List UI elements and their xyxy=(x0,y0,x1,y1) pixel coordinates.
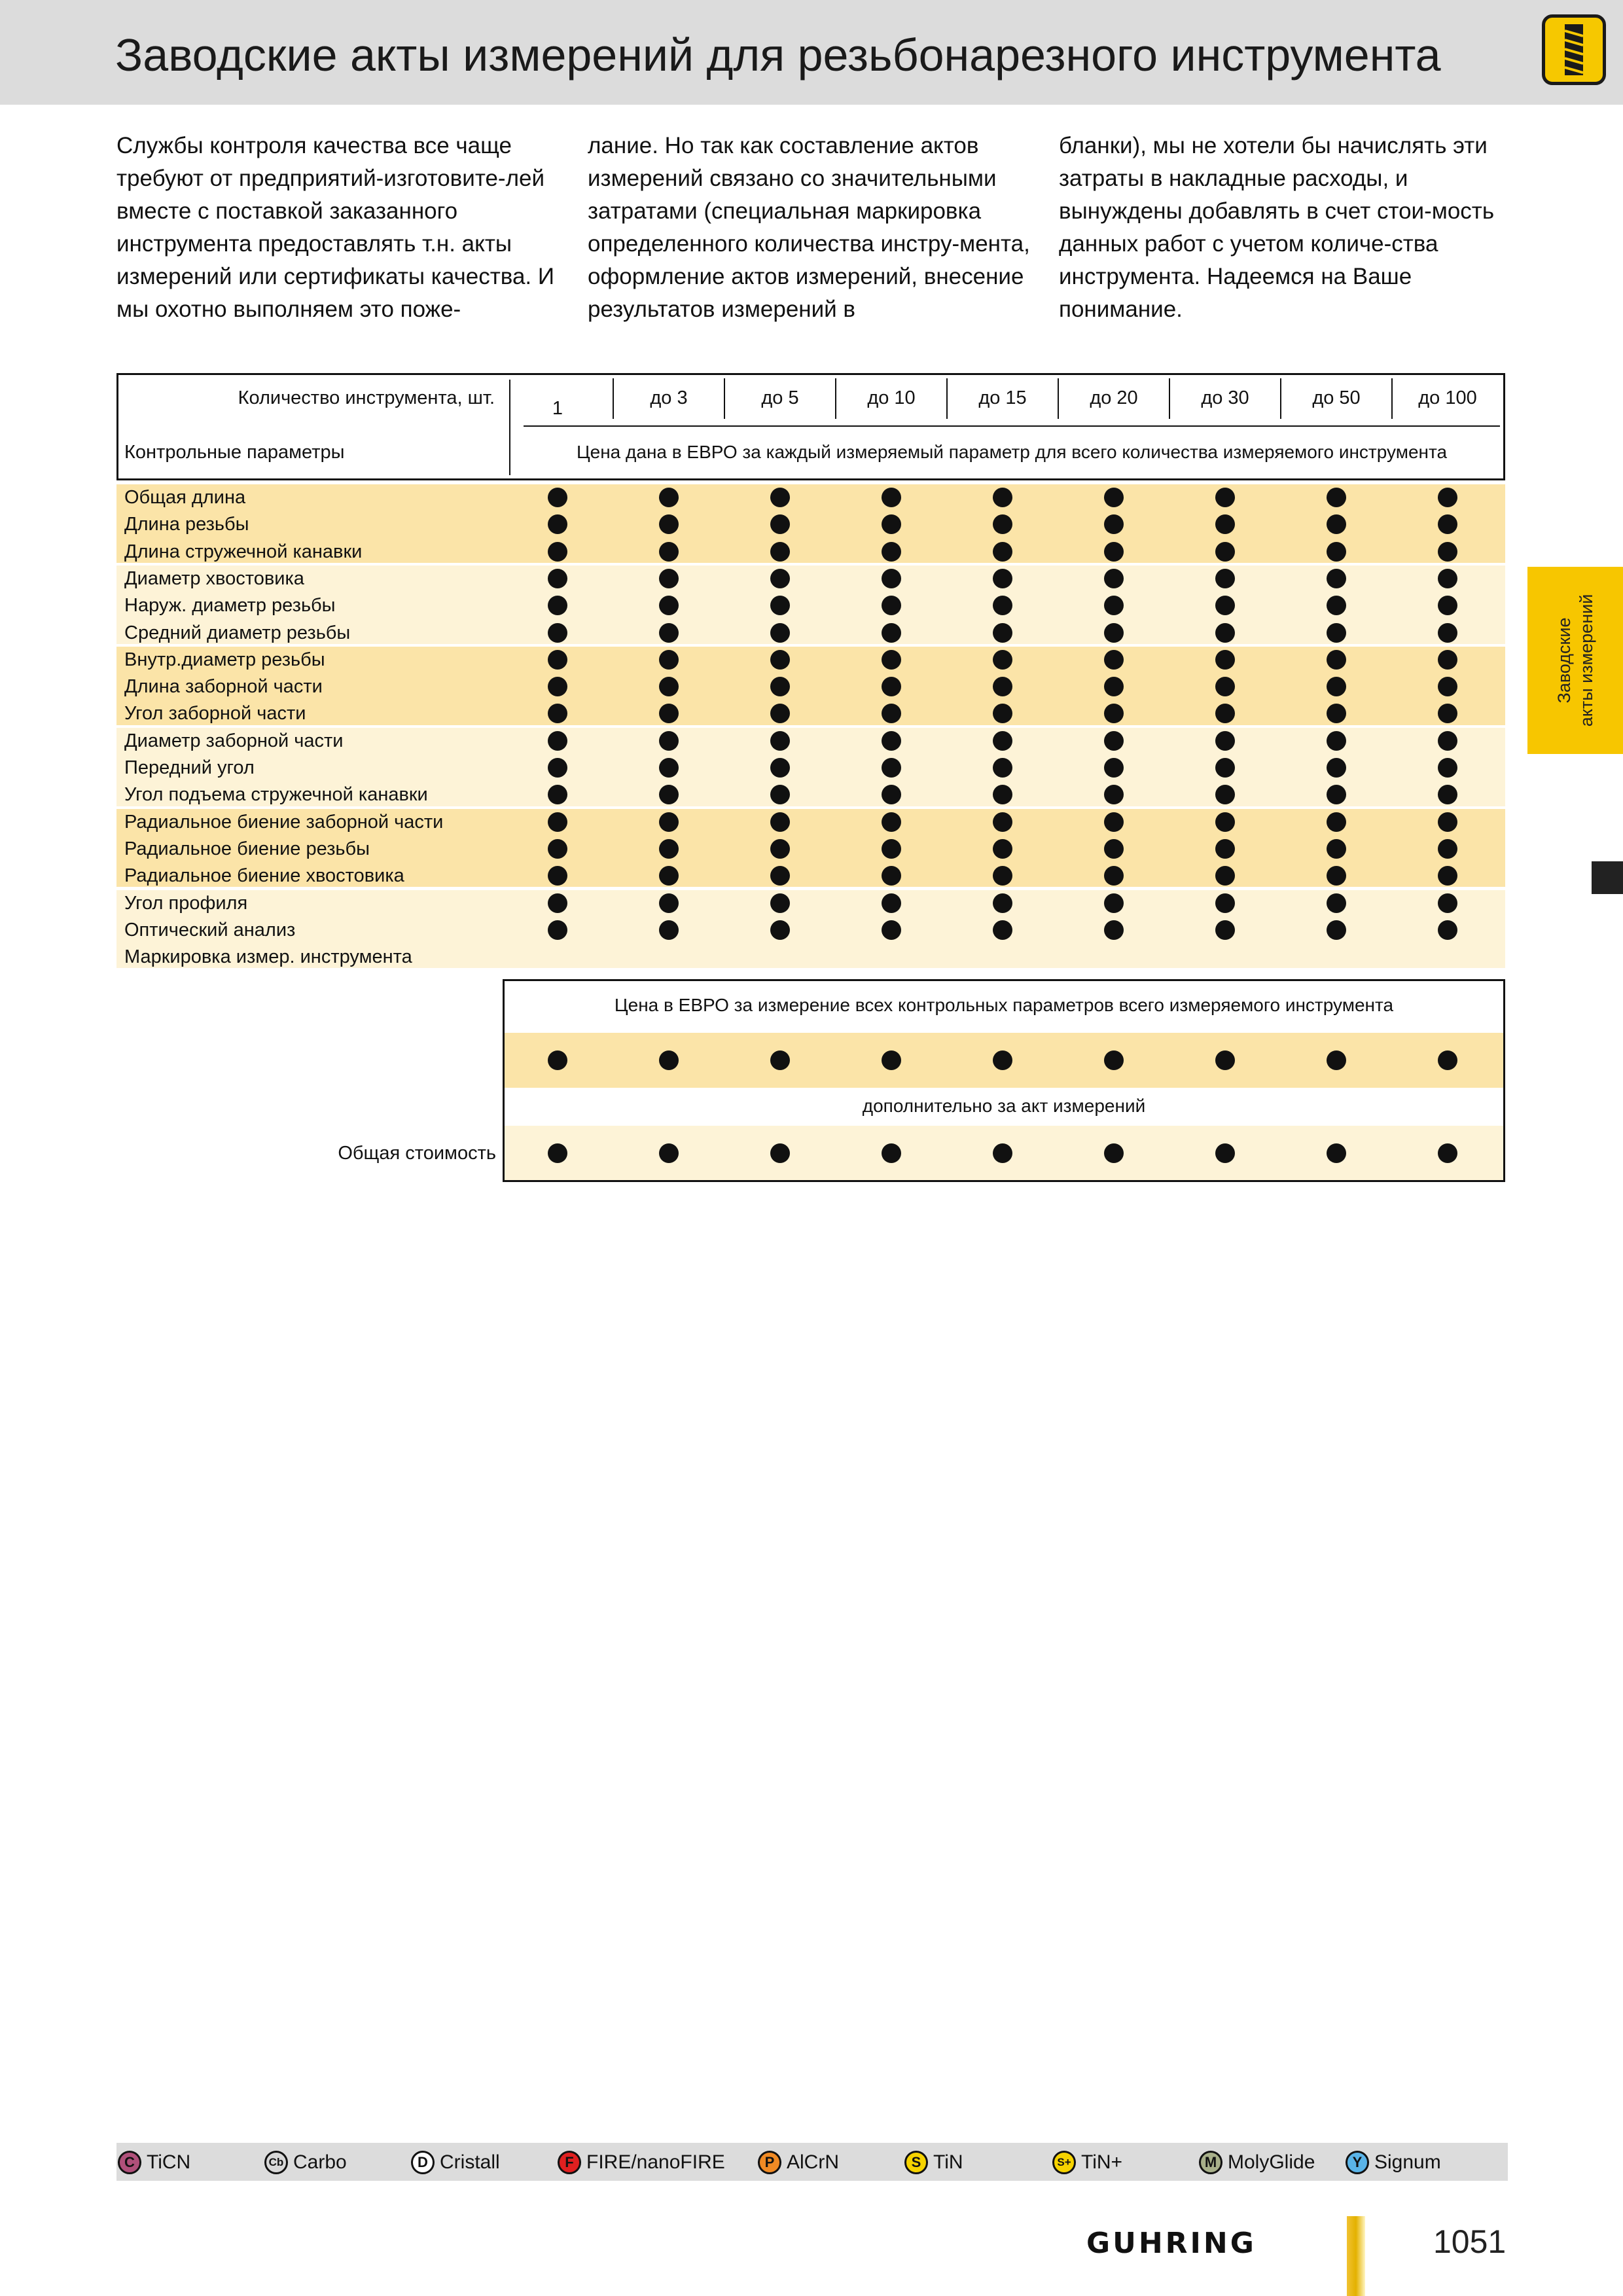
price-dot xyxy=(1215,650,1235,670)
price-dot xyxy=(659,569,679,588)
price-dot xyxy=(882,893,901,913)
price-dot xyxy=(1104,731,1124,751)
header-rule xyxy=(524,425,1500,427)
price-dot xyxy=(770,569,790,588)
price-dot xyxy=(770,677,790,696)
price-dot xyxy=(1438,893,1457,913)
price-dot xyxy=(1215,488,1235,507)
price-dot xyxy=(1215,623,1235,643)
price-dot xyxy=(770,893,790,913)
price-dot xyxy=(548,596,567,615)
column-separator xyxy=(724,378,725,419)
summary-dot xyxy=(1104,1050,1124,1070)
column-separator xyxy=(613,378,614,419)
price-dot xyxy=(993,812,1012,832)
price-dot xyxy=(770,596,790,615)
legend-label: AlCrN xyxy=(787,2151,839,2173)
price-dot xyxy=(1215,569,1235,588)
intro-column-3: бланки), мы не хотели бы начислять эти затраты в накладные расходы, и вынуждены добавлять в счет стои-мость данных работ с учетом количе-ства инструмента. Надеемся на Ваше понимание. xyxy=(1059,133,1495,322)
price-dot xyxy=(1215,596,1235,615)
price-dot xyxy=(548,920,567,940)
page-number: 1051 xyxy=(1433,2223,1507,2260)
price-dot xyxy=(1438,569,1457,588)
price-dot xyxy=(770,812,790,832)
price-dot xyxy=(1327,920,1346,940)
coating-badge-icon: Y xyxy=(1346,2151,1369,2174)
price-dot xyxy=(1438,623,1457,643)
summary-dot xyxy=(659,1143,679,1163)
total-cost-label: Общая стоимость xyxy=(338,1143,496,1164)
coating-badge-icon: M xyxy=(1199,2151,1222,2174)
column-header: до 20 xyxy=(1090,387,1138,408)
summary-dot xyxy=(770,1143,790,1163)
price-dot xyxy=(1438,812,1457,832)
column-header: до 100 xyxy=(1418,387,1477,408)
coating-badge-icon: F xyxy=(558,2151,581,2174)
summary-dot xyxy=(1215,1050,1235,1070)
price-dot xyxy=(1104,812,1124,832)
price-dot xyxy=(1327,812,1346,832)
price-dot xyxy=(882,542,901,562)
price-dot xyxy=(882,731,901,751)
price-dot xyxy=(548,650,567,670)
parameter-label: Общая длина xyxy=(124,487,246,508)
summary-dot xyxy=(882,1143,901,1163)
price-dot xyxy=(1327,488,1346,507)
price-dot xyxy=(548,839,567,859)
price-dot xyxy=(659,866,679,886)
price-dot xyxy=(659,758,679,778)
price-dot xyxy=(659,920,679,940)
parameter-label: Диаметр хвостовика xyxy=(124,567,304,589)
price-dot xyxy=(770,866,790,886)
column-header: до 5 xyxy=(761,387,799,408)
column-header: до 3 xyxy=(650,387,688,408)
price-dot xyxy=(770,920,790,940)
price-dot xyxy=(1104,596,1124,615)
summary-dot xyxy=(993,1143,1012,1163)
coating-badge-icon: D xyxy=(411,2151,435,2174)
price-dot xyxy=(1215,920,1235,940)
price-dot xyxy=(1438,866,1457,886)
price-dot xyxy=(1215,866,1235,886)
price-dot xyxy=(548,758,567,778)
price-dot xyxy=(1215,731,1235,751)
price-dot xyxy=(993,650,1012,670)
price-dot xyxy=(882,866,901,886)
price-dot xyxy=(1438,488,1457,507)
legend-item xyxy=(264,2149,347,2176)
price-dot xyxy=(548,866,567,886)
price-dot xyxy=(993,488,1012,507)
price-dot xyxy=(1438,650,1457,670)
price-dot xyxy=(548,677,567,696)
column-header: до 50 xyxy=(1312,387,1361,408)
price-dot xyxy=(1438,731,1457,751)
brand-logo: GUHRING xyxy=(1086,2227,1257,2260)
price-dot xyxy=(882,650,901,670)
price-dot xyxy=(993,839,1012,859)
price-dot xyxy=(1104,839,1124,859)
price-dot xyxy=(1327,893,1346,913)
column-header: 1 xyxy=(552,398,563,419)
legend-label: Cristall xyxy=(440,2151,500,2173)
price-dot xyxy=(1327,569,1346,588)
column-header: до 15 xyxy=(978,387,1027,408)
legend-label: TiN+ xyxy=(1081,2151,1123,2173)
price-dot xyxy=(1104,920,1124,940)
parameter-label: Угол подъема стружечной канавки xyxy=(124,784,428,806)
price-dot xyxy=(1104,677,1124,696)
price-dot xyxy=(882,758,901,778)
price-dot xyxy=(770,650,790,670)
page-header xyxy=(0,0,1623,105)
price-dot xyxy=(1215,677,1235,696)
side-tab-label: Заводские акты измерений xyxy=(1554,594,1596,727)
summary-dot xyxy=(882,1050,901,1070)
price-dot xyxy=(882,569,901,588)
price-dot xyxy=(882,812,901,832)
price-dot xyxy=(1438,758,1457,778)
parameter-label: Наруж. диаметр резьбы xyxy=(124,595,336,617)
legend-item xyxy=(758,2149,839,2176)
price-dot xyxy=(1104,488,1124,507)
price-dot xyxy=(1327,677,1346,696)
column-header: до 30 xyxy=(1201,387,1249,408)
parameter-label: Угол заборной части xyxy=(124,703,306,725)
price-dot xyxy=(548,812,567,832)
price-dot xyxy=(1104,542,1124,562)
column-header: до 10 xyxy=(867,387,916,408)
parameter-label: Передний угол xyxy=(124,757,255,778)
extra-report-label: дополнительно за акт измерений xyxy=(862,1096,1146,1116)
price-dot xyxy=(659,731,679,751)
summary-dot xyxy=(1215,1143,1235,1163)
summary-dot xyxy=(993,1050,1012,1070)
parameter-label: Радиальное биение хвостовика xyxy=(124,865,404,887)
tap-tool-icon xyxy=(1542,14,1606,85)
legend-item xyxy=(1199,2149,1315,2176)
price-dot xyxy=(1104,569,1124,588)
parameter-label: Маркировка измер. инструмента xyxy=(124,946,412,968)
legend-label: Carbo xyxy=(293,2151,347,2173)
price-dot xyxy=(1104,866,1124,886)
section-marker xyxy=(1592,861,1623,894)
column-separator xyxy=(835,378,836,419)
coating-badge-icon: S+ xyxy=(1052,2151,1076,2174)
price-dot xyxy=(659,677,679,696)
legend-label: TiCN xyxy=(147,2151,191,2173)
price-dot xyxy=(1327,758,1346,778)
legend-label: TiN xyxy=(933,2151,963,2173)
parameter-label: Диаметр заборной части xyxy=(124,730,344,751)
legend-item xyxy=(1052,2149,1122,2176)
legend-label: Signum xyxy=(1374,2151,1441,2173)
price-dot xyxy=(1327,596,1346,615)
price-dot xyxy=(548,623,567,643)
price-dot xyxy=(1215,758,1235,778)
price-dot xyxy=(1438,542,1457,562)
legend-label: MolyGlide xyxy=(1228,2151,1315,2173)
section-side-tab[interactable] xyxy=(1527,567,1623,754)
price-dot xyxy=(1327,650,1346,670)
price-dot xyxy=(993,920,1012,940)
price-dot xyxy=(659,542,679,562)
summary-dot xyxy=(1438,1050,1457,1070)
parameter-label: Оптический анализ xyxy=(124,919,296,941)
price-dot xyxy=(1327,839,1346,859)
quantity-label: Количество инструмента, шт. xyxy=(238,387,495,408)
price-dot xyxy=(882,596,901,615)
price-dot xyxy=(659,839,679,859)
price-dot xyxy=(993,569,1012,588)
price-dot xyxy=(1327,542,1346,562)
price-dot xyxy=(1215,839,1235,859)
coating-badge-icon: P xyxy=(758,2151,781,2174)
price-dot xyxy=(1438,677,1457,696)
price-dot xyxy=(993,596,1012,615)
price-dot xyxy=(770,623,790,643)
price-dot xyxy=(882,839,901,859)
price-dot xyxy=(882,623,901,643)
price-dot xyxy=(1438,839,1457,859)
price-dot xyxy=(1104,623,1124,643)
column-separator xyxy=(1280,378,1281,419)
legend-item xyxy=(118,2149,190,2176)
price-dot xyxy=(770,758,790,778)
column-separator xyxy=(1169,378,1170,419)
price-dot xyxy=(770,488,790,507)
coating-badge-icon: C xyxy=(118,2151,141,2174)
coating-badge-icon: S xyxy=(904,2151,928,2174)
price-dot xyxy=(993,542,1012,562)
price-dot xyxy=(548,731,567,751)
summary-dot xyxy=(1438,1143,1457,1163)
price-dot xyxy=(882,920,901,940)
page-title: Заводские акты измерений для резьбонарезного инструмента xyxy=(115,29,1441,81)
parameter-label: Длина резьбы xyxy=(124,514,249,535)
legend-item xyxy=(558,2149,725,2176)
price-dot xyxy=(770,731,790,751)
price-dot xyxy=(882,488,901,507)
parameter-label: Радиальное биение резьбы xyxy=(124,838,370,859)
legend-item xyxy=(1346,2149,1441,2176)
control-params-label: Контрольные параметры xyxy=(124,442,345,463)
parameter-label: Средний диаметр резьбы xyxy=(124,622,351,643)
header-divider xyxy=(509,380,510,475)
price-dot xyxy=(548,893,567,913)
price-dot xyxy=(993,758,1012,778)
parameter-label: Длина заборной части xyxy=(124,676,323,698)
price-dot xyxy=(993,866,1012,886)
summary-dot xyxy=(548,1050,567,1070)
summary-dot xyxy=(1327,1050,1346,1070)
legend-item xyxy=(904,2149,963,2176)
parameter-label: Радиальное биение заборной части xyxy=(124,811,444,833)
parameter-label: Угол профиля xyxy=(124,892,248,914)
price-dot xyxy=(993,623,1012,643)
price-dot xyxy=(770,542,790,562)
column-separator xyxy=(1058,378,1059,419)
price-dot xyxy=(1327,866,1346,886)
summary-dot xyxy=(1104,1143,1124,1163)
legend-label: FIRE/nanoFIRE xyxy=(586,2151,725,2173)
price-dot xyxy=(1215,542,1235,562)
price-dot xyxy=(659,623,679,643)
summary-dot xyxy=(548,1143,567,1163)
intro-column-1: Службы контроля качества все чаще требуют от предприятий-изготовите-лей вместе с поставкой заказанного инструмента предоставлять т.н. акты измерений или сертификаты качества. И мы охотно выполняем это поже- xyxy=(116,133,555,322)
price-dot xyxy=(770,839,790,859)
price-dot xyxy=(1438,596,1457,615)
parameter-label: Внутр.диаметр резьбы xyxy=(124,649,325,670)
price-dot xyxy=(659,488,679,507)
price-dot xyxy=(548,488,567,507)
price-dot xyxy=(1215,812,1235,832)
price-dot xyxy=(882,677,901,696)
price-dot xyxy=(993,731,1012,751)
price-dot xyxy=(548,542,567,562)
summary-dot xyxy=(1327,1143,1346,1163)
column-separator xyxy=(946,378,948,419)
price-dot xyxy=(1327,623,1346,643)
summary-dot xyxy=(770,1050,790,1070)
price-dot xyxy=(1104,893,1124,913)
coating-badge-icon: Cb xyxy=(264,2151,288,2174)
all-params-label: Цена в ЕВРО за измерение всех контрольных параметров всего измеряемого инструмента xyxy=(614,995,1394,1015)
price-dot xyxy=(1327,731,1346,751)
legend-item xyxy=(411,2149,500,2176)
price-dot xyxy=(659,812,679,832)
price-dot xyxy=(1438,920,1457,940)
column-separator xyxy=(1391,378,1393,419)
price-dot xyxy=(993,893,1012,913)
price-dot xyxy=(548,569,567,588)
price-note: Цена дана в ЕВРО за каждый измеряемый параметр для всего количества измеряемого инструмента xyxy=(576,442,1448,462)
parameter-label: Длина стружечной канавки xyxy=(124,541,363,562)
price-dot xyxy=(993,677,1012,696)
price-dot xyxy=(659,650,679,670)
price-dot xyxy=(659,596,679,615)
price-dot xyxy=(1104,650,1124,670)
footer-accent-bar xyxy=(1347,2216,1365,2296)
intro-column-2: лание. Но так как составление актов измерений связано со значительными затратами (специальная маркировка определенного количества инстру-мента, оформление актов измерений, внесение результатов измерений в xyxy=(588,133,1030,322)
price-dot xyxy=(659,893,679,913)
price-dot xyxy=(1104,758,1124,778)
summary-dot xyxy=(659,1050,679,1070)
price-dot xyxy=(1215,893,1235,913)
